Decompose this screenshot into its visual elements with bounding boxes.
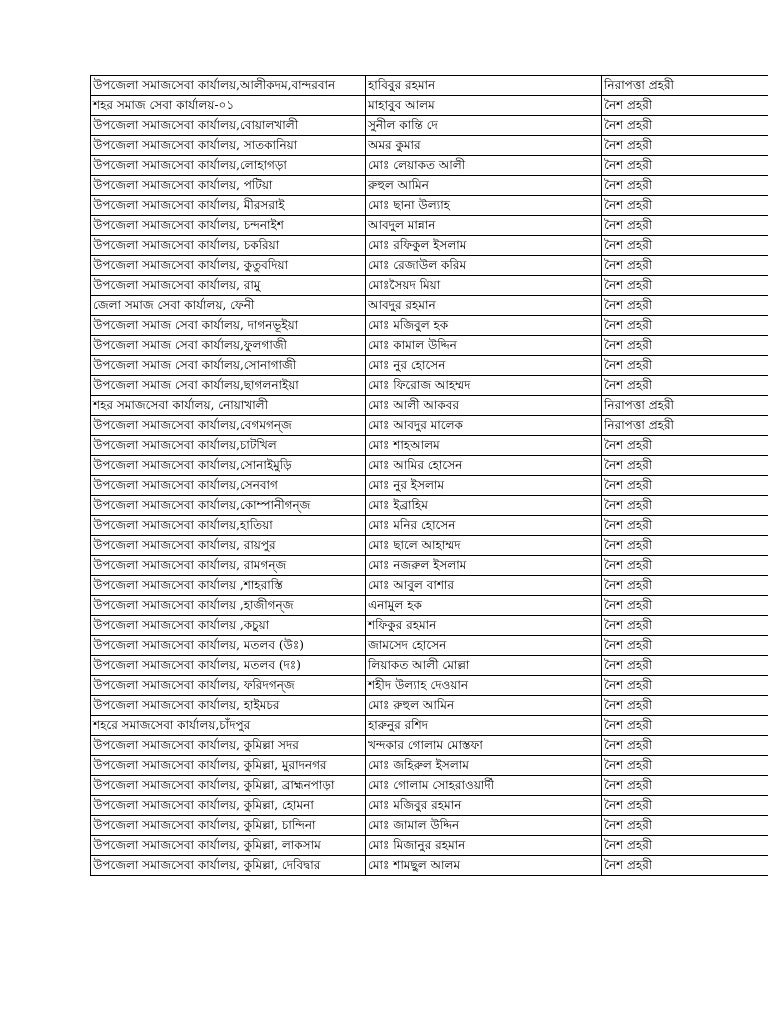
designation-cell: নৈশ প্রহরী <box>602 216 768 236</box>
office-cell: উপজেলা সমাজ সেবা কার্যালয়, দাগনভূইয়া <box>91 316 366 336</box>
office-cell: উপজেলা সমাজসেবা কার্যালয়,সেনবাগ <box>91 476 366 496</box>
table-row <box>91 416 768 436</box>
employee-name-cell: মোঃ নজরুল ইসলাম <box>366 556 602 576</box>
designation-cell: নৈশ প্রহরী <box>602 596 768 616</box>
designation-cell: নৈশ প্রহরী <box>602 556 768 576</box>
designation-cell: নৈশ প্রহরী <box>602 376 768 396</box>
office-cell: উপজেলা সমাজসেবা কার্যালয়, কুমিল্লা, ব্রাহ্মনপাড়া <box>91 776 366 796</box>
employee-name-cell: মাহাবুব আলম <box>366 96 602 116</box>
employee-name-cell: মোঃ রফিকুল ইসলাম <box>366 236 602 256</box>
office-cell: উপজেলা সমাজসেবা কার্যালয়, মতলব (দঃ) <box>91 656 366 676</box>
designation-cell: নৈশ প্রহরী <box>602 676 768 696</box>
employee-name-cell: মোঃ ফিরোজ আহম্মদ <box>366 376 602 396</box>
designation-cell: নৈশ প্রহরী <box>602 576 768 596</box>
document-sheet <box>90 75 768 876</box>
designation-cell: নৈশ প্রহরী <box>602 316 768 336</box>
office-cell: শহর সমাজসেবা কার্যালয়, নোয়াখালী <box>91 396 366 416</box>
table-row <box>91 536 768 556</box>
designation-cell: নৈশ প্রহরী <box>602 656 768 676</box>
designation-cell: নৈশ প্রহরী <box>602 796 768 816</box>
office-cell: উপজেলা সমাজসেবা কার্যালয় ,শাহরাস্তি <box>91 576 366 596</box>
table-row <box>91 736 768 756</box>
table-row <box>91 236 768 256</box>
table-row <box>91 276 768 296</box>
office-cell: উপজেলা সমাজসেবা কার্যালয়, রামগন্জ <box>91 556 366 576</box>
office-cell: উপজেলা সমাজসেবা কার্যালয়,চাটখিল <box>91 436 366 456</box>
table-row <box>91 156 768 176</box>
office-cell: উপজেলা সমাজসেবা কার্যালয়, মীরসরাই <box>91 196 366 216</box>
office-cell: উপজেলা সমাজসেবা কার্যালয়, পটিয়া <box>91 176 366 196</box>
table-row <box>91 616 768 636</box>
office-cell: উপজেলা সমাজসেবা কার্যালয়, হাইমচর <box>91 696 366 716</box>
office-cell: জেলা সমাজ সেবা কার্যালয়, ফেনী <box>91 296 366 316</box>
office-cell: উপজেলা সমাজ সেবা কার্যালয়,ছাগলনাইয়া <box>91 376 366 396</box>
designation-cell: নৈশ প্রহরী <box>602 156 768 176</box>
designation-cell: নৈশ প্রহরী <box>602 516 768 536</box>
designation-cell: নৈশ প্রহরী <box>602 536 768 556</box>
employee-name-cell: সুনীল কান্তি দে <box>366 116 602 136</box>
designation-cell: নৈশ প্রহরী <box>602 816 768 836</box>
office-cell: উপজেলা সমাজসেবা কার্যালয়, কুমিল্লা, লাকসাম <box>91 836 366 856</box>
table-row <box>91 516 768 536</box>
employee-name-cell: মোঃ ছানা উল্যাহ <box>366 196 602 216</box>
designation-cell: নৈশ প্রহরী <box>602 136 768 156</box>
designation-cell: নৈশ প্রহরী <box>602 336 768 356</box>
office-cell: উপজেলা সমাজসেবা কার্যালয়, সাতকানিয়া <box>91 136 366 156</box>
designation-cell: নৈশ প্রহরী <box>602 736 768 756</box>
designation-cell: নিরাপত্তা প্রহরী <box>602 396 768 416</box>
staff-table-body <box>91 76 768 876</box>
employee-name-cell: মোঃ আমির হোসেন <box>366 456 602 476</box>
table-row <box>91 116 768 136</box>
table-row <box>91 256 768 276</box>
employee-name-cell: এনামুল হক <box>366 596 602 616</box>
employee-name-cell: মোঃ মনির হোসেন <box>366 516 602 536</box>
employee-name-cell: মোঃ রুহুল আমিন <box>366 696 602 716</box>
designation-cell: নৈশ প্রহরী <box>602 276 768 296</box>
office-cell: শহরে সমাজসেবা কার্যালয়,চাঁদপুর <box>91 716 366 736</box>
employee-name-cell: লিয়াকত আলী মোল্লা <box>366 656 602 676</box>
table-row <box>91 576 768 596</box>
employee-name-cell: মোঃ রেজাউল করিম <box>366 256 602 276</box>
designation-cell: নৈশ প্রহরী <box>602 96 768 116</box>
office-cell: উপজেলা সমাজসেবা কার্যালয়,বেগমগন্জ <box>91 416 366 436</box>
designation-cell: নৈশ প্রহরী <box>602 836 768 856</box>
employee-name-cell: মোঃ জহিরুল ইসলাম <box>366 756 602 776</box>
designation-cell: নৈশ প্রহরী <box>602 856 768 876</box>
office-cell: উপজেলা সমাজসেবা কার্যালয়, কুমিল্লা, দেবিদ্বার <box>91 856 366 876</box>
office-cell: উপজেলা সমাজসেবা কার্যালয়, কুমিল্লা, হোমনা <box>91 796 366 816</box>
office-cell: উপজেলা সমাজ সেবা কার্যালয়,সোনাগাজী <box>91 356 366 376</box>
designation-cell: নৈশ প্রহরী <box>602 456 768 476</box>
employee-name-cell: মোঃসৈয়দ মিয়া <box>366 276 602 296</box>
designation-cell: নৈশ প্রহরী <box>602 756 768 776</box>
table-row <box>91 496 768 516</box>
table-row <box>91 796 768 816</box>
table-row <box>91 396 768 416</box>
designation-cell: নিরাপত্তা প্রহরী <box>602 416 768 436</box>
table-row <box>91 316 768 336</box>
table-row <box>91 196 768 216</box>
employee-name-cell: আবদুল মান্নান <box>366 216 602 236</box>
designation-cell: নৈশ প্রহরী <box>602 696 768 716</box>
office-cell: উপজেলা সমাজসেবা কার্যালয়,বোয়ালখালী <box>91 116 366 136</box>
office-cell: শহর সমাজ সেবা কার্যালয়-০১ <box>91 96 366 116</box>
employee-name-cell: রুহুল আমিন <box>366 176 602 196</box>
table-row <box>91 376 768 396</box>
designation-cell: নৈশ প্রহরী <box>602 256 768 276</box>
table-row <box>91 756 768 776</box>
office-cell: উপজেলা সমাজসেবা কার্যালয়, ফরিদগন্জ <box>91 676 366 696</box>
employee-name-cell: মোঃ লেয়াকত আলী <box>366 156 602 176</box>
designation-cell: নৈশ প্রহরী <box>602 636 768 656</box>
table-row <box>91 216 768 236</box>
office-cell: উপজেলা সমাজসেবা কার্যালয়,আলীকদম,বান্দরবান <box>91 76 366 96</box>
table-row <box>91 176 768 196</box>
designation-cell: নৈশ প্রহরী <box>602 116 768 136</box>
table-row <box>91 76 768 96</box>
office-cell: উপজেলা সমাজসেবা কার্যালয়, কুমিল্লা, চান্দিনা <box>91 816 366 836</box>
employee-name-cell: মোঃ আবদুর মালেক <box>366 416 602 436</box>
employee-name-cell: মোঃ আলী আকবর <box>366 396 602 416</box>
office-cell: উপজেলা সমাজসেবা কার্যালয়, কুতুবদিয়া <box>91 256 366 276</box>
office-cell: উপজেলা সমাজসেবা কার্যালয়, রামু <box>91 276 366 296</box>
employee-name-cell: অমর কুমার <box>366 136 602 156</box>
table-row <box>91 696 768 716</box>
employee-name-cell: মোঃ মজিবুর রহমান <box>366 796 602 816</box>
office-cell: উপজেলা সমাজ সেবা কার্যালয়,ফুলগাজী <box>91 336 366 356</box>
table-row <box>91 96 768 116</box>
designation-cell: নৈশ প্রহরী <box>602 296 768 316</box>
table-row <box>91 476 768 496</box>
employee-name-cell: মোঃ আবুল বাশার <box>366 576 602 596</box>
designation-cell: নৈশ প্রহরী <box>602 616 768 636</box>
employee-name-cell: হারুনুর রশিদ <box>366 716 602 736</box>
table-row <box>91 436 768 456</box>
designation-cell: নৈশ প্রহরী <box>602 236 768 256</box>
employee-name-cell: শহীদ উল্যাহ দেওয়ান <box>366 676 602 696</box>
designation-cell: নিরাপত্তা প্রহরী <box>602 76 768 96</box>
office-cell: উপজেলা সমাজসেবা কার্যালয় ,হাজীগন্জ <box>91 596 366 616</box>
employee-name-cell: মোঃ মিজানুর রহমান <box>366 836 602 856</box>
employee-name-cell: শফিকুর রহমান <box>366 616 602 636</box>
office-cell: উপজেলা সমাজসেবা কার্যালয়,হাতিয়া <box>91 516 366 536</box>
employee-name-cell: খন্দকার গোলাম মোস্তফা <box>366 736 602 756</box>
table-row <box>91 636 768 656</box>
employee-name-cell: মোঃ কামাল উদ্দিন <box>366 336 602 356</box>
office-cell: উপজেলা সমাজসেবা কার্যালয়, চন্দনাইশ <box>91 216 366 236</box>
employee-name-cell: মোঃ মজিবুল হক <box>366 316 602 336</box>
employee-name-cell: মোঃ শাহআলম <box>366 436 602 456</box>
table-row <box>91 716 768 736</box>
staff-table <box>90 75 768 876</box>
employee-name-cell: আবদুর রহমান <box>366 296 602 316</box>
designation-cell: নৈশ প্রহরী <box>602 196 768 216</box>
designation-cell: নৈশ প্রহরী <box>602 476 768 496</box>
table-row <box>91 556 768 576</box>
employee-name-cell: হাবিবুর রহমান <box>366 76 602 96</box>
table-row <box>91 456 768 476</box>
office-cell: উপজেলা সমাজসেবা কার্যালয়,সোনাইমুড়ি <box>91 456 366 476</box>
office-cell: উপজেলা সমাজসেবা কার্যালয়,কোম্পানীগন্জ <box>91 496 366 516</box>
table-row <box>91 356 768 376</box>
table-row <box>91 136 768 156</box>
office-cell: উপজেলা সমাজসেবা কার্যালয়,লোহাগড়া <box>91 156 366 176</box>
table-row <box>91 676 768 696</box>
office-cell: উপজেলা সমাজসেবা কার্যালয়, কুমিল্লা, মুরাদনগর <box>91 756 366 776</box>
office-cell: উপজেলা সমাজসেবা কার্যালয়, চকরিয়া <box>91 236 366 256</box>
employee-name-cell: মোঃ জামাল উদ্দিন <box>366 816 602 836</box>
designation-cell: নৈশ প্রহরী <box>602 436 768 456</box>
table-row <box>91 656 768 676</box>
designation-cell: নৈশ প্রহরী <box>602 496 768 516</box>
table-row <box>91 336 768 356</box>
designation-cell: নৈশ প্রহরী <box>602 776 768 796</box>
table-row <box>91 596 768 616</box>
designation-cell: নৈশ প্রহরী <box>602 716 768 736</box>
designation-cell: নৈশ প্রহরী <box>602 356 768 376</box>
employee-name-cell: মোঃ শামছুল আলম <box>366 856 602 876</box>
employee-name-cell: মোঃ গোলাম সোহরাওয়ার্দী <box>366 776 602 796</box>
office-cell: উপজেলা সমাজসেবা কার্যালয়, কুমিল্লা সদর <box>91 736 366 756</box>
table-row <box>91 856 768 876</box>
office-cell: উপজেলা সমাজসেবা কার্যালয় ,কচুয়া <box>91 616 366 636</box>
employee-name-cell: মোঃ নুর হোসেন <box>366 356 602 376</box>
table-row <box>91 776 768 796</box>
table-row <box>91 296 768 316</box>
employee-name-cell: জামসেদ হোসেন <box>366 636 602 656</box>
designation-cell: নৈশ প্রহরী <box>602 176 768 196</box>
table-row <box>91 816 768 836</box>
office-cell: উপজেলা সমাজসেবা কার্যালয়, রায়পুর <box>91 536 366 556</box>
table-row <box>91 836 768 856</box>
employee-name-cell: মোঃ ছালে আহাম্মদ <box>366 536 602 556</box>
employee-name-cell: মোঃ নুর ইসলাম <box>366 476 602 496</box>
office-cell: উপজেলা সমাজসেবা কার্যালয়, মতলব (উঃ) <box>91 636 366 656</box>
employee-name-cell: মোঃ ইব্রাহিম <box>366 496 602 516</box>
